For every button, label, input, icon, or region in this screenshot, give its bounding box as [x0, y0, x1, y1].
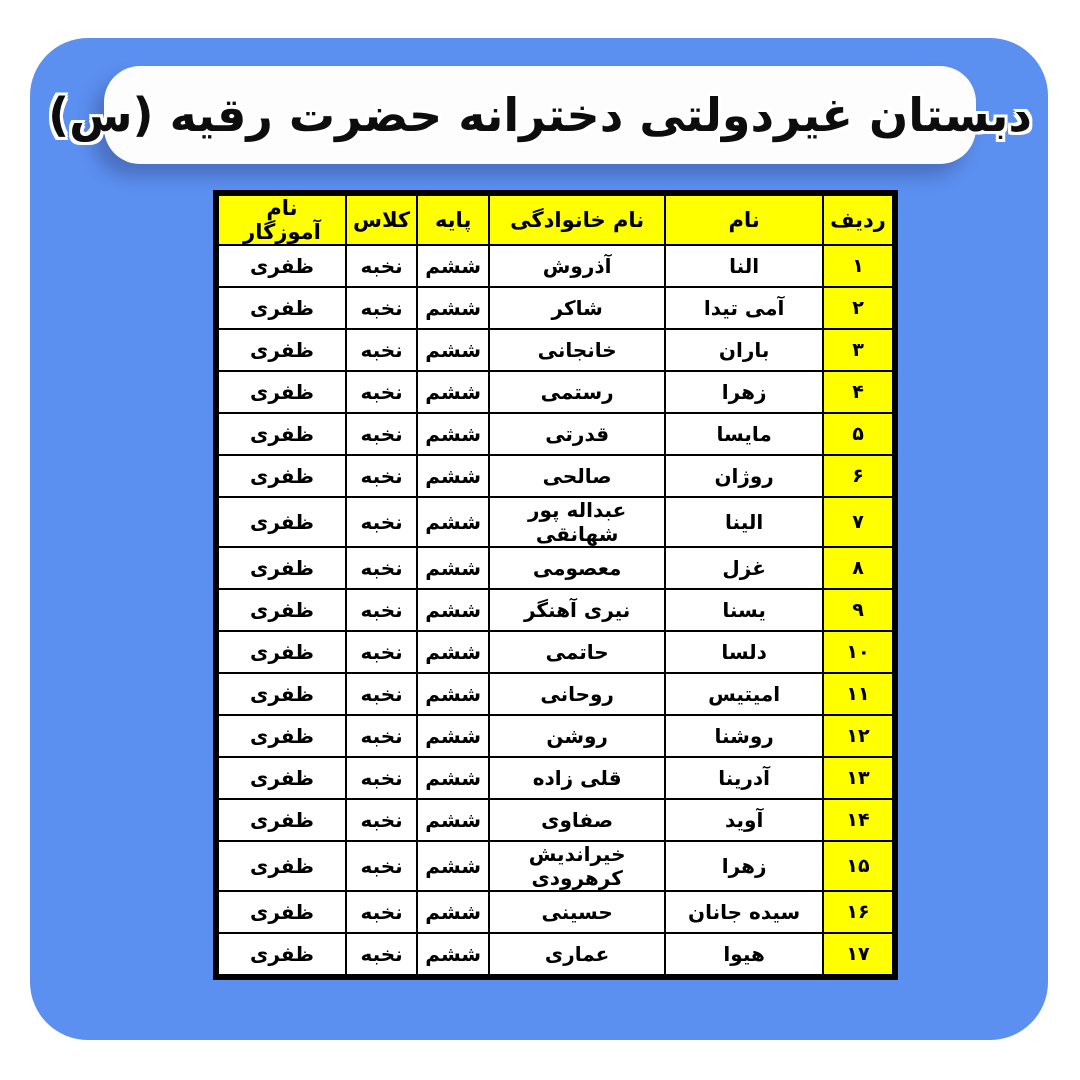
student-table [217, 194, 894, 976]
table-cell: نخبه [346, 933, 417, 975]
table-cell: امیتیس [665, 673, 823, 715]
table-cell: آمی تیدا [665, 287, 823, 329]
table-cell: ششم [417, 547, 489, 589]
table-cell: آوید [665, 799, 823, 841]
row-index-cell: ۱ [823, 245, 893, 287]
table-cell: زهرا [665, 371, 823, 413]
table-cell: نخبه [346, 413, 417, 455]
row-index-cell: ۱۱ [823, 673, 893, 715]
row-index-cell: ۹ [823, 589, 893, 631]
title-banner [48, 66, 1032, 164]
row-index-cell: ۱۷ [823, 933, 893, 975]
table-cell: معصومی [489, 547, 665, 589]
table-cell: خانجانی [489, 329, 665, 371]
table-row [218, 455, 893, 497]
row-index-cell: ۱۵ [823, 841, 893, 891]
table-row [218, 933, 893, 975]
table-cell: ظفری [218, 245, 346, 287]
table-cell: ظفری [218, 497, 346, 547]
table-cell: ظفری [218, 841, 346, 891]
column-header: ردیف [823, 195, 893, 245]
row-index-cell: ۳ [823, 329, 893, 371]
table-cell: نخبه [346, 455, 417, 497]
table-cell: ظفری [218, 547, 346, 589]
table-row [218, 673, 893, 715]
table-cell: ظفری [218, 757, 346, 799]
table-cell: ظفری [218, 287, 346, 329]
table-cell: غزل [665, 547, 823, 589]
table-row [218, 841, 893, 891]
table-cell: ظفری [218, 329, 346, 371]
row-index-cell: ۵ [823, 413, 893, 455]
table-row [218, 371, 893, 413]
table-cell: ششم [417, 455, 489, 497]
table-cell: ششم [417, 933, 489, 975]
table-cell: نخبه [346, 371, 417, 413]
row-index-cell: ۸ [823, 547, 893, 589]
table-cell: نخبه [346, 287, 417, 329]
table-cell: ظفری [218, 455, 346, 497]
table-cell: یسنا [665, 589, 823, 631]
table-cell: سیده جانان [665, 891, 823, 933]
table-cell: روشنا [665, 715, 823, 757]
blue-card [30, 38, 1048, 1040]
table-cell: باران [665, 329, 823, 371]
table-cell: ظفری [218, 589, 346, 631]
table-cell: ظفری [218, 715, 346, 757]
table-body [218, 245, 893, 975]
table-row [218, 547, 893, 589]
table-cell: ششم [417, 413, 489, 455]
table-cell: شاکر [489, 287, 665, 329]
table-row [218, 589, 893, 631]
row-index-cell: ۱۶ [823, 891, 893, 933]
table-row [218, 245, 893, 287]
table-cell: ششم [417, 891, 489, 933]
table-cell: نیری آهنگر [489, 589, 665, 631]
table-cell: نخبه [346, 841, 417, 891]
table-cell: صالحی [489, 455, 665, 497]
table-cell: نخبه [346, 715, 417, 757]
row-index-cell: ۱۴ [823, 799, 893, 841]
table-cell: رستمی [489, 371, 665, 413]
table-cell: روژان [665, 455, 823, 497]
table-cell: نخبه [346, 245, 417, 287]
header-row [218, 195, 893, 245]
table-cell: ششم [417, 287, 489, 329]
table-cell: ششم [417, 589, 489, 631]
row-index-cell: ۲ [823, 287, 893, 329]
table-row [218, 287, 893, 329]
table-cell: ظفری [218, 631, 346, 673]
table-row [218, 329, 893, 371]
table-cell: ظفری [218, 799, 346, 841]
table-cell: روحانی [489, 673, 665, 715]
table-row [218, 413, 893, 455]
table-cell: نخبه [346, 673, 417, 715]
page-title: دبستان غیردولتی دخترانه حضرت رقیه (س) [48, 88, 1032, 142]
table-cell: روشن [489, 715, 665, 757]
table-row [218, 757, 893, 799]
table-cell: ششم [417, 371, 489, 413]
table-cell: ششم [417, 799, 489, 841]
row-index-cell: ۱۲ [823, 715, 893, 757]
table-cell: زهرا [665, 841, 823, 891]
table-cell: نخبه [346, 631, 417, 673]
table-cell: حاتمی [489, 631, 665, 673]
table-cell: عبداله پور شهانقی [489, 497, 665, 547]
table-cell: ششم [417, 757, 489, 799]
column-header: نام آموزگار [218, 195, 346, 245]
table-cell: قلی زاده [489, 757, 665, 799]
table-cell: ششم [417, 841, 489, 891]
table-cell: نخبه [346, 799, 417, 841]
table-cell: حسینی [489, 891, 665, 933]
table-cell: صفاوی [489, 799, 665, 841]
table-cell: ظفری [218, 933, 346, 975]
table-row [218, 631, 893, 673]
column-header: نام [665, 195, 823, 245]
row-index-cell: ۷ [823, 497, 893, 547]
table-cell: ظفری [218, 413, 346, 455]
table-cell: ششم [417, 631, 489, 673]
table-cell: هیوا [665, 933, 823, 975]
column-header: نام خانوادگی [489, 195, 665, 245]
table-cell: ششم [417, 329, 489, 371]
table-cell: نخبه [346, 329, 417, 371]
column-header: کلاس [346, 195, 417, 245]
column-header: پایه [417, 195, 489, 245]
table-cell: خیراندیش کرهرودی [489, 841, 665, 891]
table-row [218, 891, 893, 933]
table-row [218, 799, 893, 841]
table-cell: آدرینا [665, 757, 823, 799]
student-table-frame [213, 190, 898, 980]
table-cell: ظفری [218, 891, 346, 933]
table-cell: آذروش [489, 245, 665, 287]
row-index-cell: ۱۳ [823, 757, 893, 799]
table-cell: عماری [489, 933, 665, 975]
row-index-cell: ۶ [823, 455, 893, 497]
table-cell: نخبه [346, 757, 417, 799]
table-row [218, 715, 893, 757]
table-row [218, 497, 893, 547]
table-cell: ششم [417, 245, 489, 287]
table-cell: دلسا [665, 631, 823, 673]
table-cell: نخبه [346, 589, 417, 631]
table-cell: ظفری [218, 673, 346, 715]
table-cell: الینا [665, 497, 823, 547]
table-cell: ششم [417, 497, 489, 547]
table-cell: ششم [417, 673, 489, 715]
table-cell: نخبه [346, 891, 417, 933]
table-cell: نخبه [346, 547, 417, 589]
table-cell: نخبه [346, 497, 417, 547]
table-cell: مایسا [665, 413, 823, 455]
table-cell: ظفری [218, 371, 346, 413]
table-cell: النا [665, 245, 823, 287]
row-index-cell: ۱۰ [823, 631, 893, 673]
table-cell: قدرتی [489, 413, 665, 455]
table-cell: ششم [417, 715, 489, 757]
row-index-cell: ۴ [823, 371, 893, 413]
